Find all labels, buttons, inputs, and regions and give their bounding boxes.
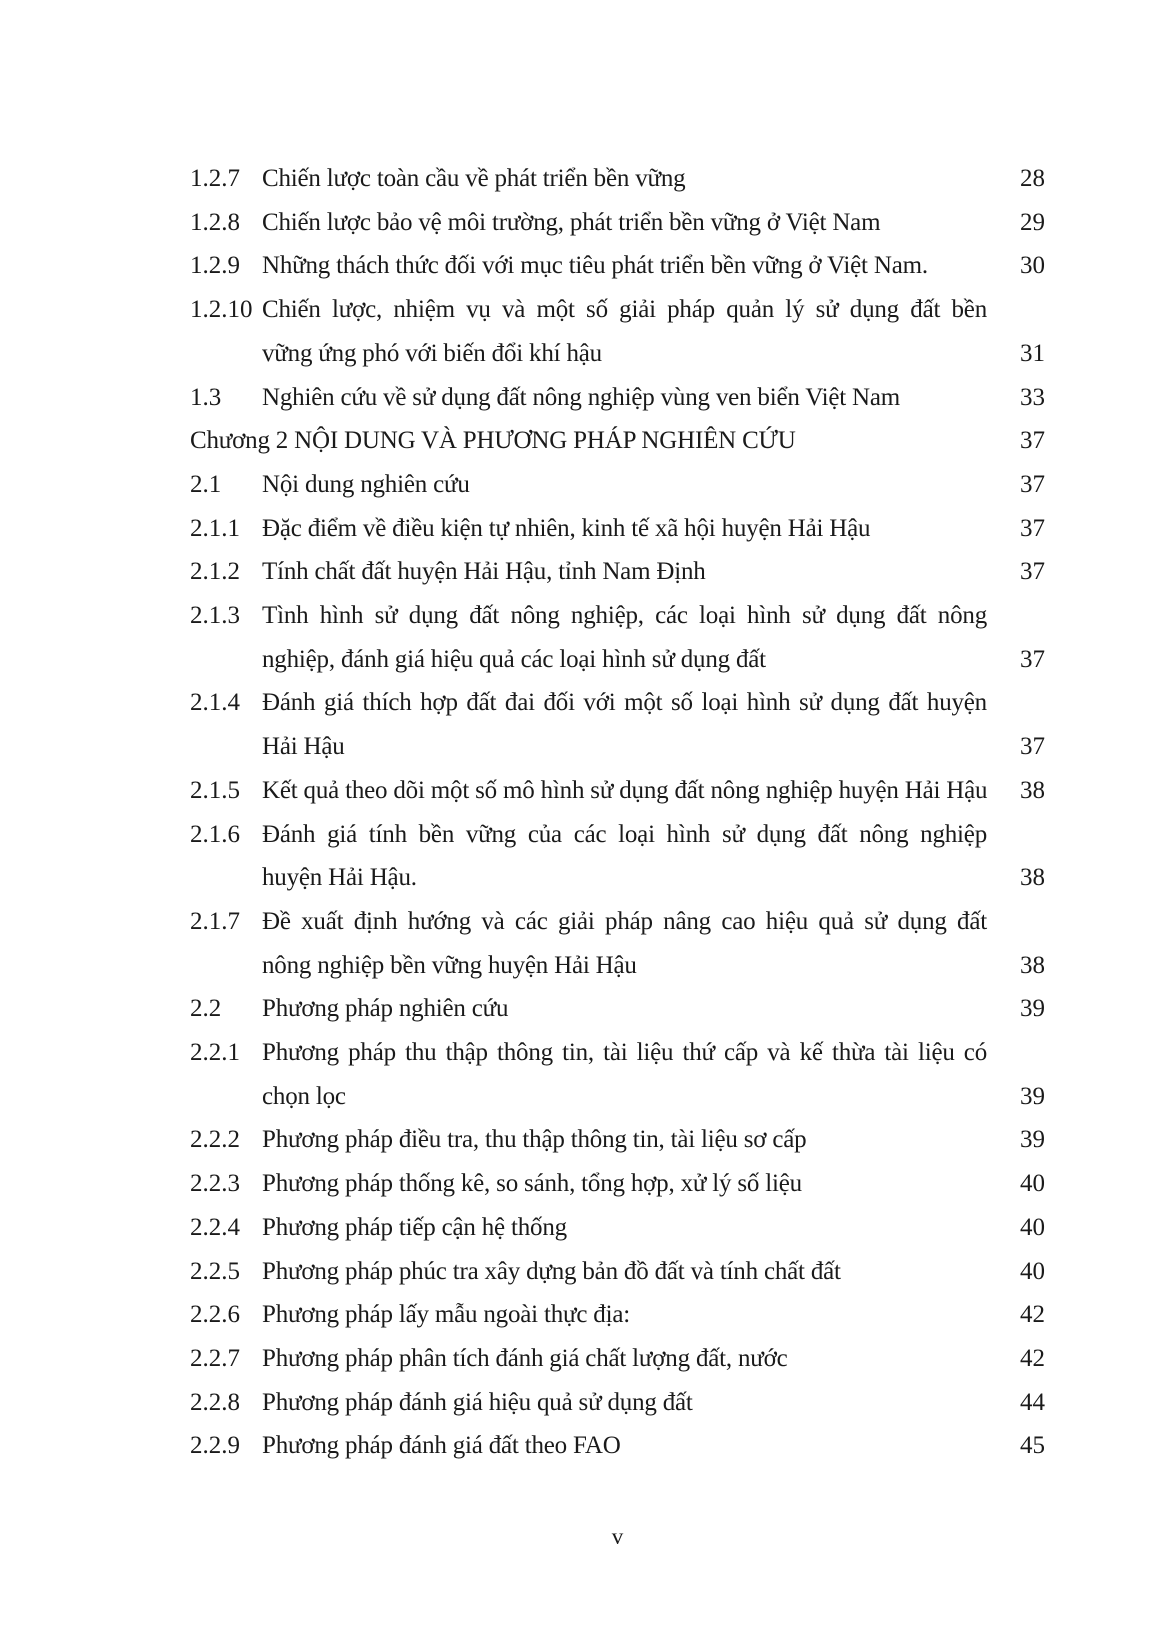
toc-entry-line: Phương pháp tiếp cận hệ thống <box>262 1213 567 1241</box>
toc-entry-title <box>262 1118 987 1162</box>
toc-row <box>190 288 1045 375</box>
toc-entry-number: 2.2.2 <box>190 1126 240 1154</box>
toc-entry-number: 2.1 <box>190 470 222 498</box>
toc-row <box>190 900 1045 987</box>
toc-entry-number: 2.2.3 <box>190 1170 240 1198</box>
toc-entry-page: 37 <box>1020 514 1045 542</box>
toc-entry-page: 39 <box>1020 1126 1045 1154</box>
toc-entry-page: 40 <box>1020 1170 1045 1198</box>
toc-row <box>190 157 1045 201</box>
toc-entry-number: 2.2.4 <box>190 1213 240 1241</box>
toc-entry-title <box>262 507 987 551</box>
toc-entry-title <box>262 244 987 288</box>
toc-entry-title <box>262 1031 987 1118</box>
toc-entry-line: Những thách thức đối với mục tiêu phát triển bền vững ở Việt Nam. <box>262 252 928 280</box>
toc-entry-line: huyện Hải Hậu. <box>262 864 417 892</box>
toc-entry-line: Phương pháp phân tích đánh giá chất lượng đất, nước <box>262 1344 788 1372</box>
toc-entry-line: Chiến lược, nhiệm vụ và một số giải pháp quản lý sử dụng đất bền <box>262 296 987 324</box>
toc-entry-title <box>262 1337 987 1381</box>
toc-entry-page: 37 <box>1020 427 1045 455</box>
toc-entry-page: 45 <box>1020 1432 1045 1460</box>
toc-entry-line: Phương pháp thu thập thông tin, tài liệu thứ cấp và kế thừa tài liệu có <box>262 1039 987 1067</box>
toc-entry-number: 1.2.10 <box>190 296 253 324</box>
toc-entry-page: 37 <box>1020 645 1045 673</box>
toc-entry-page: 39 <box>1020 1082 1045 1110</box>
toc-entry-number: 1.2.8 <box>190 208 240 236</box>
toc-entry-line: Nội dung nghiên cứu <box>262 470 470 498</box>
toc-entry-page: 38 <box>1020 864 1045 892</box>
toc-entry-number: 1.2.9 <box>190 252 240 280</box>
toc-entry-line: Phương pháp lấy mẫu ngoài thực địa: <box>262 1301 630 1329</box>
toc-entry-number: 2.1.3 <box>190 602 240 630</box>
toc-entry-line: Đánh giá thích hợp đất đai đối với một số loại hình sử dụng đất huyện <box>262 689 987 717</box>
toc-row <box>190 769 1045 813</box>
toc-entry-line: Phương pháp đánh giá hiệu quả sử dụng đất <box>262 1388 693 1416</box>
toc-entry-page: 29 <box>1020 208 1045 236</box>
toc-entry-title <box>262 201 987 245</box>
toc-entry-number: 2.1.2 <box>190 558 240 586</box>
toc-row <box>190 987 1045 1031</box>
toc-entry-page: 40 <box>1020 1213 1045 1241</box>
toc-entry-title <box>262 1206 987 1250</box>
toc-entry-number: 2.1.7 <box>190 907 240 935</box>
toc-entry-line: Phương pháp phúc tra xây dựng bản đồ đất và tính chất đất <box>262 1257 841 1285</box>
toc-entry-number: 2.2.9 <box>190 1432 240 1460</box>
toc-entry-title <box>262 987 987 1031</box>
toc-entry-line: Phương pháp nghiên cứu <box>262 995 509 1023</box>
toc-entry-line: chọn lọc <box>262 1082 346 1110</box>
toc-entry-title <box>262 769 987 813</box>
toc-row <box>190 681 1045 768</box>
toc-entry-title <box>262 1162 987 1206</box>
toc-entry-page: 42 <box>1020 1344 1045 1372</box>
toc-row <box>190 594 1045 681</box>
toc-entry-number: 2.1.1 <box>190 514 240 542</box>
toc-row <box>190 1337 1045 1381</box>
toc-entry-page: 44 <box>1020 1388 1045 1416</box>
toc-entry-title <box>262 376 987 420</box>
toc-entry-line: Hải Hậu <box>262 733 345 761</box>
toc-entry-page: 42 <box>1020 1301 1045 1329</box>
toc-row <box>190 1250 1045 1294</box>
toc-row <box>190 1118 1045 1162</box>
toc-entry-page: 33 <box>1020 383 1045 411</box>
toc-row <box>190 201 1045 245</box>
toc-entry-title <box>262 157 987 201</box>
toc-entry-line: Phương pháp đánh giá đất theo FAO <box>262 1432 621 1460</box>
toc-entry-number: 1.3 <box>190 383 222 411</box>
toc-row <box>190 1424 1045 1468</box>
toc-row <box>190 507 1045 551</box>
toc-entry-page: 28 <box>1020 165 1045 192</box>
toc-entry-page: 40 <box>1020 1257 1045 1285</box>
toc-row <box>190 1206 1045 1250</box>
toc-row <box>190 1031 1045 1118</box>
toc-entry-line: Chiến lược toàn cầu về phát triển bền vững <box>262 165 686 192</box>
toc-entry-title <box>262 1250 987 1294</box>
toc-entry-title <box>262 681 987 768</box>
toc-entry-page: 37 <box>1020 733 1045 761</box>
toc-entry-number: 2.2.1 <box>190 1039 240 1067</box>
toc-row <box>190 1381 1045 1425</box>
toc-entry-number: 2.2.6 <box>190 1301 240 1329</box>
toc-row <box>190 1293 1045 1337</box>
toc-row <box>190 244 1045 288</box>
toc-entry-line: Đặc điểm về điều kiện tự nhiên, kinh tế xã hội huyện Hải Hậu <box>262 514 871 542</box>
toc-row <box>190 813 1045 900</box>
toc-entry-page: 37 <box>1020 470 1045 498</box>
toc-entry-page: 38 <box>1020 951 1045 979</box>
toc-entry-title <box>262 594 987 681</box>
toc-entry-line: Tình hình sử dụng đất nông nghiệp, các loại hình sử dụng đất nông <box>262 602 987 630</box>
toc-entry-line: nghiệp, đánh giá hiệu quả các loại hình sử dụng đất <box>262 645 766 673</box>
toc-entry-line: Kết quả theo dõi một số mô hình sử dụng đất nông nghiệp huyện Hải Hậu <box>262 776 988 804</box>
toc-entry-number: 2.2.7 <box>190 1344 240 1372</box>
toc-entry-page: 37 <box>1020 558 1045 586</box>
toc-entry-title <box>262 1293 987 1337</box>
toc-entry-line: nông nghiệp bền vững huyện Hải Hậu <box>262 951 637 979</box>
toc-entry-number: 2.1.6 <box>190 820 240 848</box>
toc-entry-line: Phương pháp điều tra, thu thập thông tin, tài liệu sơ cấp <box>262 1126 807 1154</box>
toc-entry-page: 38 <box>1020 776 1045 804</box>
toc-row <box>190 463 1045 507</box>
toc-entry-title <box>262 900 987 987</box>
toc-entry-title <box>262 463 987 507</box>
toc-entry-page: 31 <box>1020 339 1045 367</box>
toc-row <box>190 550 1045 594</box>
toc-row <box>190 1162 1045 1206</box>
toc-row <box>190 376 1045 420</box>
page-number-label: v <box>611 1524 624 1549</box>
toc-entry-number: 2.2.8 <box>190 1388 240 1416</box>
toc-entry-number: 2.1.5 <box>190 776 240 804</box>
page-footer <box>190 1522 1045 1552</box>
toc-entry-title <box>262 550 987 594</box>
toc-entry-title <box>262 1424 987 1468</box>
toc-entry-line: Phương pháp thống kê, so sánh, tổng hợp, xử lý số liệu <box>262 1170 802 1198</box>
toc-entry-page: 30 <box>1020 252 1045 280</box>
toc-entry-line: Đánh giá tính bền vững của các loại hình sử dụng đất nông nghiệp <box>262 820 987 848</box>
toc-entry-number: 1.2.7 <box>190 165 240 192</box>
toc-entry-line: Đề xuất định hướng và các giải pháp nâng cao hiệu quả sử dụng đất <box>262 907 987 935</box>
toc-entry-number: 2.2 <box>190 995 222 1023</box>
toc-entry-title <box>262 1381 987 1425</box>
toc-entry-number: 2.2.5 <box>190 1257 240 1285</box>
table-of-contents <box>190 157 1045 1468</box>
toc-entry-number: 2.1.4 <box>190 689 240 717</box>
toc-entry-line: vững ứng phó với biến đổi khí hậu <box>262 339 602 367</box>
toc-entry-line: Chương 2 NỘI DUNG VÀ PHƯƠNG PHÁP NGHIÊN CỨU <box>190 427 796 455</box>
toc-entry-line: Chiến lược bảo vệ môi trường, phát triển bền vững ở Việt Nam <box>262 208 881 236</box>
toc-entry-title <box>262 813 987 900</box>
toc-entry-title <box>262 288 987 375</box>
toc-entry-page: 39 <box>1020 995 1045 1023</box>
toc-entry-line: Tính chất đất huyện Hải Hậu, tỉnh Nam Định <box>262 558 706 586</box>
toc-chapter-title <box>190 419 987 463</box>
toc-entry-line: Nghiên cứu về sử dụng đất nông nghiệp vùng ven biển Việt Nam <box>262 383 901 411</box>
toc-chapter-row <box>190 419 1045 463</box>
